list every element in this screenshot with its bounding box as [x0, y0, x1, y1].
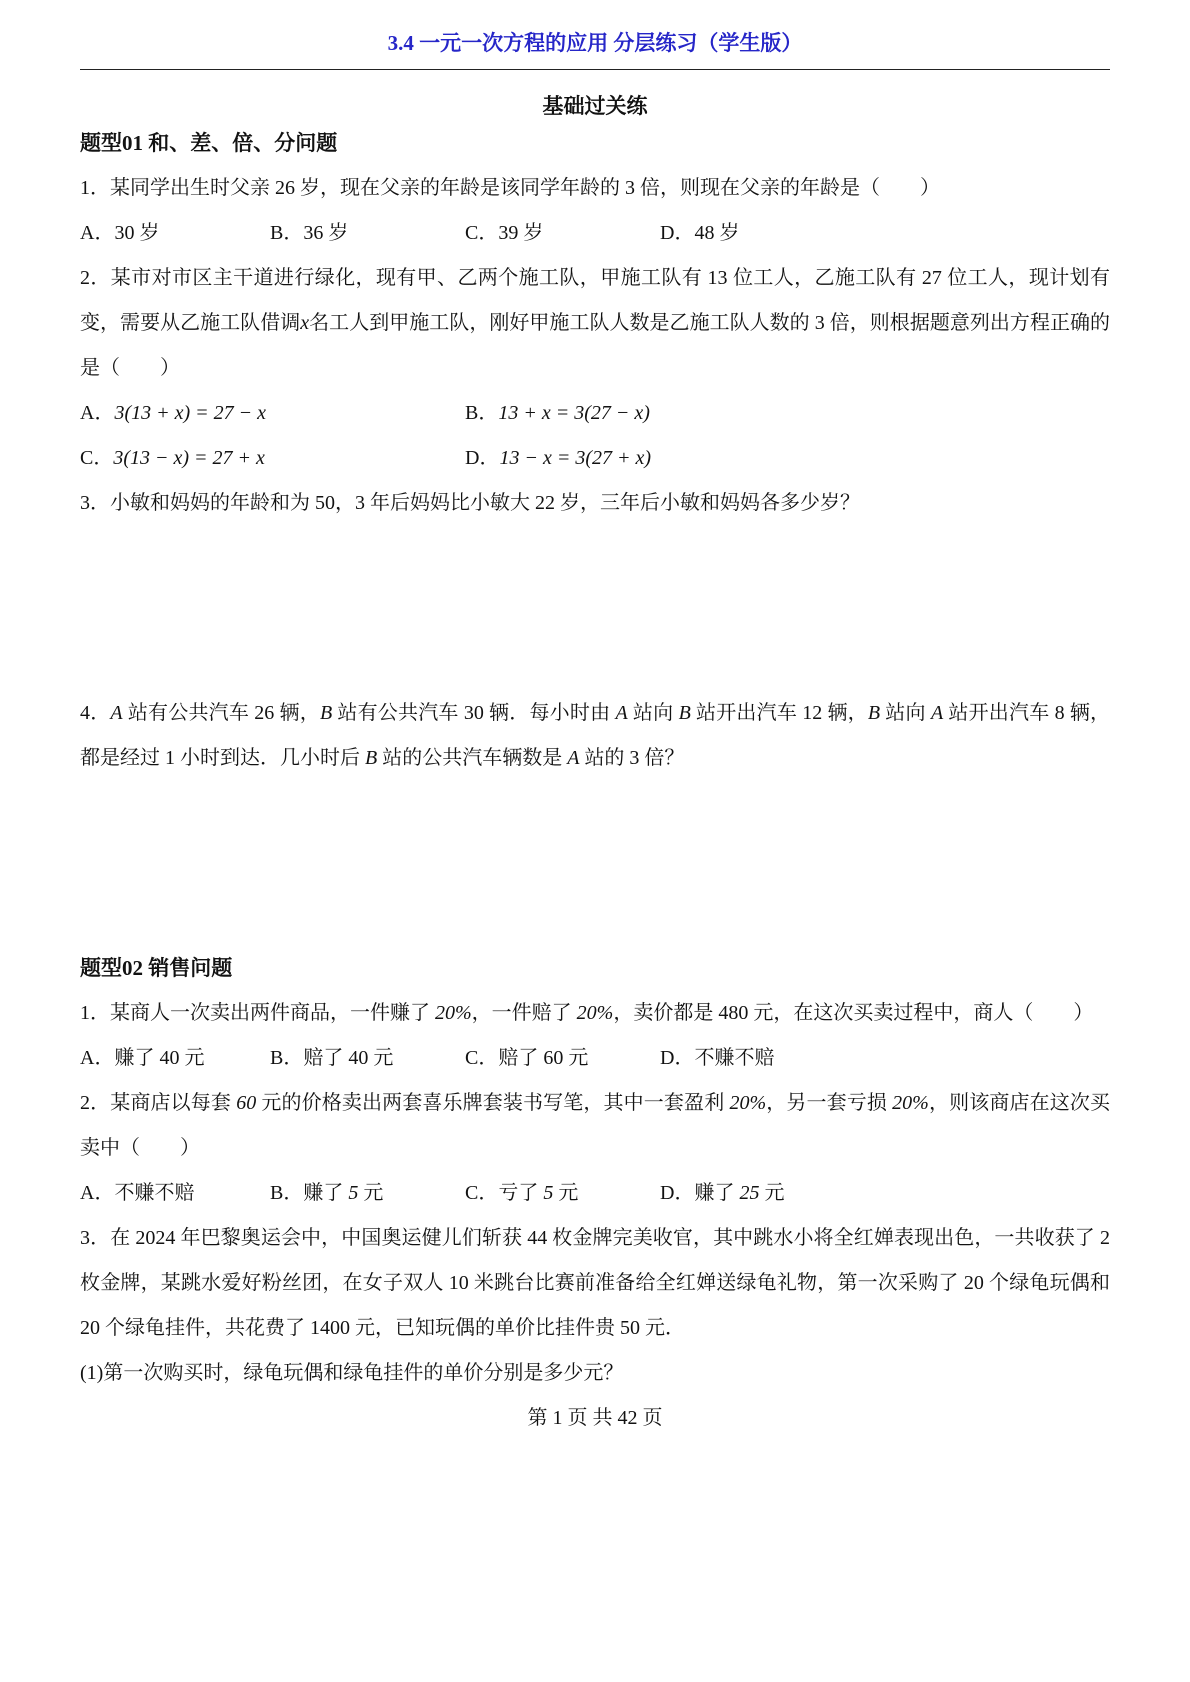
- text-segment: A: [567, 747, 580, 769]
- t1-q1-option-d: D．48 岁: [660, 222, 740, 244]
- t2-question-3-text: 3．在 2024 年巴黎奥运会中，中国奥运健儿们斩获 44 枚金牌完美收官，其中跳水小将全红婵表现出色，一共收获了 2 枚金牌，某跳水爱好粉丝团，在女子双人 10 米跳台比赛前准备给全红婵送绿龟礼物，第一次采购了 20 个绿龟玩偶和 20 个绿龟挂件，共花费了 1400 元，已知玩偶的单价比挂件贵 50 元．: [80, 1227, 1110, 1339]
- text-segment: 1．某商人一次卖出两件商品，一件赚了: [80, 1002, 435, 1024]
- text-segment: B．赚了: [270, 1182, 349, 1204]
- text-segment: A: [930, 702, 944, 724]
- topic-02-heading: 题型02 销售问题: [80, 956, 233, 980]
- t2-q2-options-row: [80, 1171, 1110, 1216]
- text-segment: B: [365, 747, 378, 769]
- text-segment: D．: [465, 447, 500, 469]
- text-segment: 20%: [729, 1092, 767, 1114]
- t2-question-3-sub-1: (1)第一次购买时，绿龟玩偶和绿龟挂件的单价分别是多少元？: [80, 1362, 624, 1384]
- t1-question-3-text: 3．小敏和妈妈的年龄和为 50，3 年后妈妈比小敏大 22 岁，三年后小敏和妈妈各多少岁？: [80, 492, 860, 514]
- text-segment: x: [300, 312, 310, 334]
- t2-q1-option-d: D．不赚不赔: [660, 1047, 775, 1069]
- t1-question-1-text: 1．某同学出生时父亲 26 岁，现在父亲的年龄是该同学年龄的 3 倍，则现在父亲的年龄是（ ）: [80, 177, 940, 199]
- text-segment: 4．: [80, 702, 111, 724]
- t1-question-2-text: [80, 256, 1110, 391]
- t2-question-2-text: [80, 1081, 1110, 1171]
- text-segment: ，另一套亏损: [766, 1092, 893, 1114]
- text-segment: 5: [543, 1182, 554, 1204]
- text-segment: A: [110, 702, 123, 724]
- t1-q2-option-c: [80, 436, 465, 481]
- t1-q2-option-a: [80, 391, 465, 436]
- topic-01-heading: 题型01 和、差、倍、分问题: [80, 131, 338, 155]
- text-segment: 2．某商店以每套: [80, 1092, 237, 1114]
- text-segment: 站的 3 倍？: [579, 747, 685, 769]
- t1-question-4-text: [80, 691, 1110, 781]
- text-segment: 站有公共汽车 30 辆．每小时由: [332, 702, 616, 724]
- text-segment: C．亏了: [465, 1182, 544, 1204]
- text-segment: C．: [80, 447, 114, 469]
- t1-q2-option-b: [465, 391, 1110, 436]
- text-segment: 13 − x = 3(27 + x): [499, 447, 652, 469]
- t1-q1-option-a: A．30 岁: [80, 222, 160, 244]
- t2-q2-option-a: A．不赚不赔: [80, 1182, 195, 1204]
- text-segment: 2．某市对市区主干道进行绿化，现有甲、乙两个施工队，甲施工队有 13 位工人，乙施工队有 27 位工人，现计划有变，需要从乙施工队借调: [80, 267, 1110, 334]
- document-title: 3.4 一元一次方程的应用 分层练习（学生版）: [387, 31, 803, 55]
- text-segment: ，卖价都是 480 元，在这次买卖过程中，商人（ ）: [613, 1002, 1094, 1024]
- text-segment: 站有公共汽车 26 辆，: [122, 702, 320, 724]
- text-segment: 20%: [435, 1002, 472, 1024]
- text-segment: 元: [759, 1182, 785, 1204]
- text-segment: 20%: [576, 1002, 614, 1024]
- text-segment: B: [867, 702, 881, 724]
- text-segment: D．赚了: [660, 1182, 740, 1204]
- t2-q1-option-b: B．赔了 40 元: [270, 1047, 394, 1069]
- section-heading: 基础过关练: [542, 94, 648, 118]
- text-segment: 名工人到甲施工队，刚好甲施工队人数是乙施工队人数的 3 倍，则根据题意列出方程正确的是（ ）: [80, 312, 1111, 379]
- text-segment: 5: [348, 1182, 359, 1204]
- text-segment: B: [319, 702, 333, 724]
- text-segment: 3(13 − x) = 27 + x: [113, 447, 265, 469]
- t2-q1-options-row: [80, 1036, 1110, 1081]
- text-segment: ，一件赔了: [471, 1002, 577, 1024]
- t1-q1-option-c: C．39 岁: [465, 222, 544, 244]
- t2-q1-option-a: A．赚了 40 元: [80, 1047, 205, 1069]
- t2-question-1-text: [80, 991, 1110, 1036]
- text-segment: 站的公共汽车辆数是: [377, 747, 568, 769]
- text-segment: 站开出汽车 8 辆，都是经过 1 小时到达．几小时后: [80, 702, 1111, 769]
- text-segment: 3(13 + x) = 27 − x: [114, 402, 267, 424]
- text-segment: 元的价格卖出两套喜乐牌套装书写笔，其中一套盈利: [256, 1092, 730, 1114]
- answer-space: [80, 781, 1110, 946]
- title-divider: [80, 69, 1110, 70]
- t2-q2-option-b: [270, 1171, 465, 1216]
- text-segment: 60: [236, 1092, 257, 1114]
- text-segment: 元: [358, 1182, 384, 1204]
- text-segment: 13 + x = 3(27 − x): [498, 402, 650, 424]
- text-segment: 元: [553, 1182, 579, 1204]
- t1-q1-options-row: [80, 211, 1110, 256]
- text-segment: 站向: [627, 702, 679, 724]
- text-segment: 25: [739, 1182, 760, 1204]
- t2-q2-option-c: [465, 1171, 660, 1216]
- text-segment: A．: [80, 402, 115, 424]
- text-segment: 站向: [880, 702, 931, 724]
- t2-q2-option-d: [660, 1171, 1110, 1216]
- answer-space: [80, 526, 1110, 691]
- t1-q1-option-b: B．36 岁: [270, 222, 349, 244]
- page-footer: 第 1 页 共 42 页: [527, 1407, 663, 1429]
- text-segment: B: [678, 702, 691, 724]
- text-segment: ，则该商店在这次买卖中（ ）: [80, 1092, 1111, 1159]
- t1-q2-options-row-2: [80, 436, 1110, 481]
- t2-q1-option-c: C．赔了 60 元: [465, 1047, 589, 1069]
- t1-q2-option-d: [465, 436, 1110, 481]
- text-segment: 20%: [892, 1092, 929, 1114]
- text-segment: A: [615, 702, 628, 724]
- t1-q2-options-row-1: [80, 391, 1110, 436]
- text-segment: 站开出汽车 12 辆，: [690, 702, 868, 724]
- text-segment: B．: [465, 402, 499, 424]
